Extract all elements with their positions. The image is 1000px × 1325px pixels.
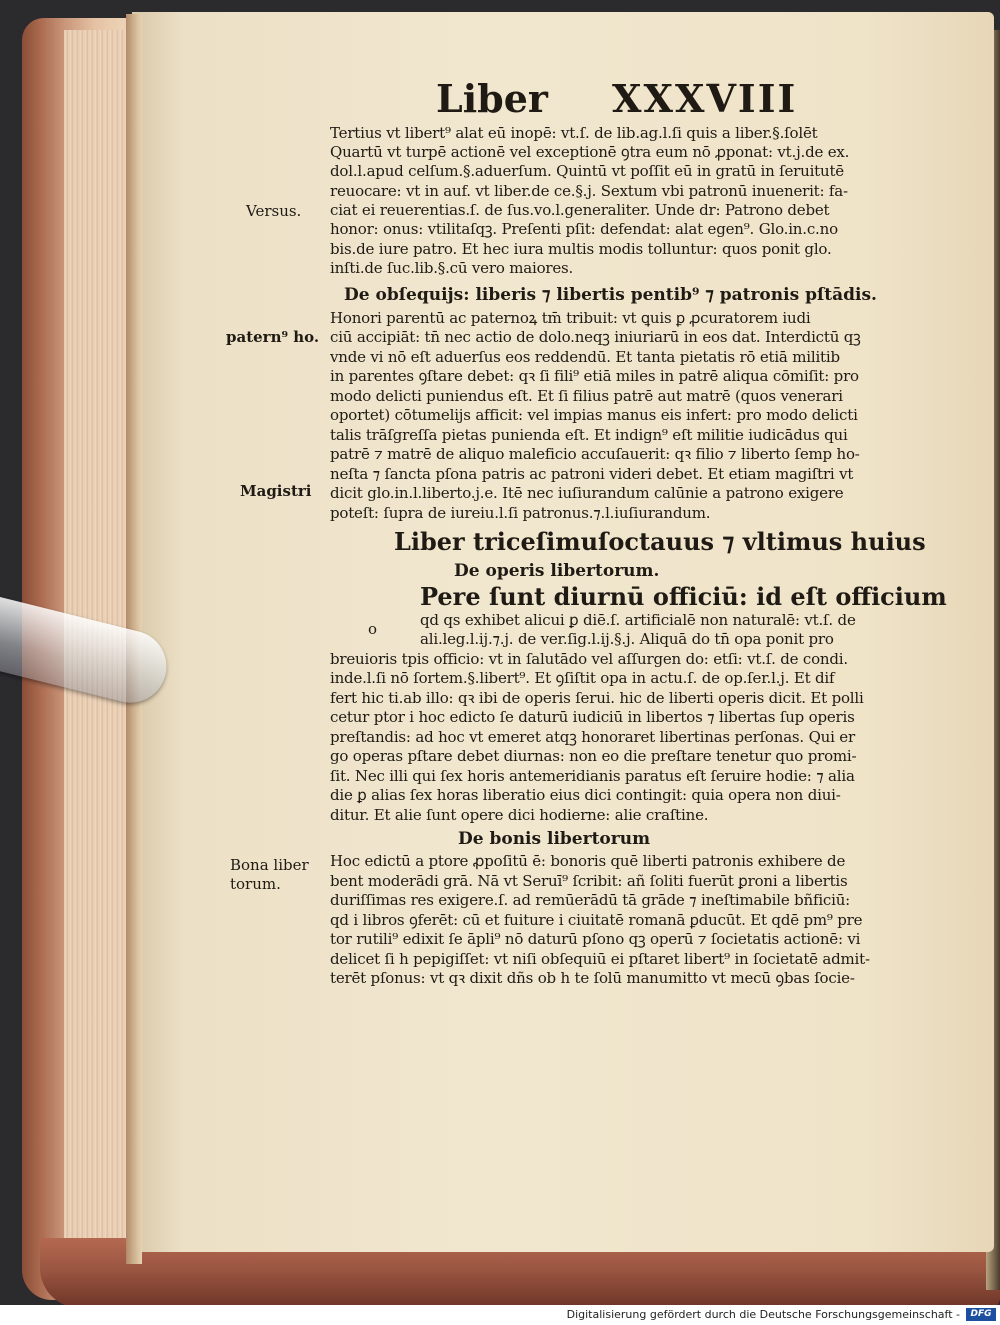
text-line: qd qs exhibet alicui ꝑ diē.ſ. artificialē non naturalē: vt.ſ. de [420, 611, 856, 629]
text-line: tor rutili⁹ edixit ſe āpli⁹ nō daturū pſono qꝫ operū ⁊ ſocietatis actionē: vi [330, 930, 861, 948]
text-line: qd i libros ꝯferēt: cū et fuiture i ciuitatē romanā ꝑducūt. Et qdē pm⁹ pre [330, 911, 863, 929]
text-line: ali.leg.l.ij.⁊.j. de ver.ſig.l.ij.§.j. Aliquā do tn̄ opa ponit pro [420, 630, 834, 648]
text-line: bis.de iure patro. Et hec iura multis modis tolluntur: quos ponit glo. [330, 240, 832, 258]
footer-bar [0, 1305, 1000, 1325]
section-heading-obsequiis: De obſequijs: liberis ⁊ libertis pentib⁹ ⁊ patronis pſtādis. [344, 285, 877, 305]
text-line: delicet ſi h pepigiſſet: vt niſi obſequiū ei pſtaret libert⁹ in ſocietatē admit- [330, 950, 870, 968]
text-line: ciat ei reuerentias.ſ. de ſus.vo.l.generaliter. Unde dr: Patrono debet [330, 201, 830, 219]
text-line: go operas pſtare debet diurnas: non eo die preſtare tenetur quo promi- [330, 747, 857, 765]
text-line: dol.l.apud celſum.§.aduerſum. Quintū vt poſſit eū in gratū in ſeruitutē [330, 162, 844, 180]
text-line: ſit. Nec illi qui ſex horis antemeridianis paratus eſt ſeruire hodie: ⁊ alia [330, 767, 855, 785]
text-line: honor: onus: vtilitaſqꝫ. Preſenti pſit: defendat: alat egen⁹. Glo.in.c.no [330, 220, 838, 238]
text-line: dicit glo.in.l.liberto.j.e. Itē nec iuſiurandum calūnie a patrono exigere [330, 484, 844, 502]
text-line: modo delicti puniendus eſt. Et ſi filius patrē aut matrē (quos venerari [330, 387, 843, 405]
text-line: neſta ⁊ ſancta pſona patris ac patroni videri debet. Et etiam magiſtri vt [330, 465, 854, 483]
text-line: fert hic ti.ab illo: qꝛ ibi de operis ſerui. hic de liberti operis dicit. Et polli [330, 689, 864, 707]
text-line: die ꝑ alias ſex horas liberatio eius dici contingit: quia opera non diui- [330, 786, 841, 804]
margin-note-paterni: patern⁹ ho. [226, 328, 320, 346]
margin-note-magistri: Magistri [240, 482, 312, 500]
text-line: inſti.de ſuc.lib.§.cū vero maiores. [330, 259, 574, 277]
section-heading-bonis: De bonis libertorum [458, 829, 651, 849]
text-line: terēt pſonus: vt qꝛ dixit dñs ob h te ſolū manumitto vt mecū ꝯbas ſocie- [330, 969, 855, 987]
text-line: reuocare: vt in auf. vt liber.de ce.§.j. Sextum vbi patronū inuenerit: fa- [330, 182, 848, 200]
text-line: Quartū vt turpē actionē vel exceptionē ꝯtra eum nō ꝓponat: vt.j.de ex. [330, 143, 850, 161]
footer-credit-text: Digitalisierung gefördert durch die Deutsche Forschungsgemeinschaft - [566, 1308, 960, 1321]
text-line: duriſſimas res exigere.ſ. ad remūerādū tā grāde ⁊ ineſtimabile bñficiū: [330, 891, 851, 909]
text-line: poteſt: ſupra de iureiu.l.ſi patronus.⁊.l.iuſiurandum. [330, 504, 711, 522]
margin-note-versus: Versus. [246, 202, 302, 220]
text-line: talis trāſgreſſa pietas punienda eſt. Et indign⁹ eſt militie iudicādus qui [330, 426, 848, 444]
book-title: Liber triceſimuſoctauus ⁊ vltimus huius [394, 527, 926, 556]
margin-note-o: o [368, 620, 378, 638]
text-line: preſtandis: ad hoc vt emeret atqꝫ honoraret libertinas perſonas. Qui er [330, 728, 855, 746]
text-line: bent moderādi grā. Nā vt Seruī⁹ ſcribit: añ ſoliti fuerūt ꝑroni a libertis [330, 872, 848, 890]
margin-note-bona-liber-cont: torum. [230, 875, 281, 893]
text-line: ditur. Et alie ſunt opere dici hodierne: alie craſtine. [330, 806, 709, 824]
section-heading-operis: De operis libertorum. [454, 561, 660, 581]
running-head-left: Liber [436, 76, 548, 121]
opere-heading: Pere ſunt diurnū officiū: id eſt officium [420, 582, 947, 611]
dfg-logo: DFG [966, 1308, 996, 1321]
text-line: ciū accipiāt: tn̄ nec actio de dolo.neqꝫ iniuriarū in eos dat. Interdictū qꝫ [330, 328, 861, 346]
text-line: patrē ⁊ matrē de aliquo maleficio accuſauerit: qꝛ filio ⁊ liberto ſemp ho- [330, 445, 860, 463]
margin-note-bona-liber: Bona liber [230, 856, 309, 874]
text-line: in parentes ꝯſtare debet: qꝛ ſi fili⁹ etiā miles in patrē aliqua cōmiſit: pro [330, 367, 859, 385]
text-line: Honori parentū ac paternoꝝ tm̄ tribuit: vt ꝗuis ꝑ ꝓcuratorem iudi [330, 309, 811, 327]
text-line: Tertius vt libert⁹ alat eū inopē: vt.ſ. de lib.ag.l.ſi quis a liber.§.ſolēt [330, 124, 818, 142]
running-head-right: XXXVIII [612, 76, 798, 121]
text-line: vnde vi nō eſt aduerſus eos reddendū. Et tanta pietatis rō etiā militib [330, 348, 840, 366]
text-line: breuioris tpis officio: vt in ſalutādo vel aſſurgen do: etſi: vt.ſ. de condi. [330, 650, 848, 668]
text-line: cetur ptor i hoc edicto ſe daturū iudiciū in libertos ⁊ libertas ſup operis [330, 708, 855, 726]
text-line: oportet) cōtumelijs afficit: vel impias manus eis infert: pro modo delicti [330, 406, 858, 424]
text-line: inde.l.ſi nō ſortem.§.libert⁹. Et ꝯſiſtit opa in actu.ſ. de op.ſer.l.j. Et dif [330, 669, 835, 687]
text-line: Hoc edictū a ptore ꝓpoſitū ē: bonoris quē liberti patronis exhibere de [330, 852, 846, 870]
